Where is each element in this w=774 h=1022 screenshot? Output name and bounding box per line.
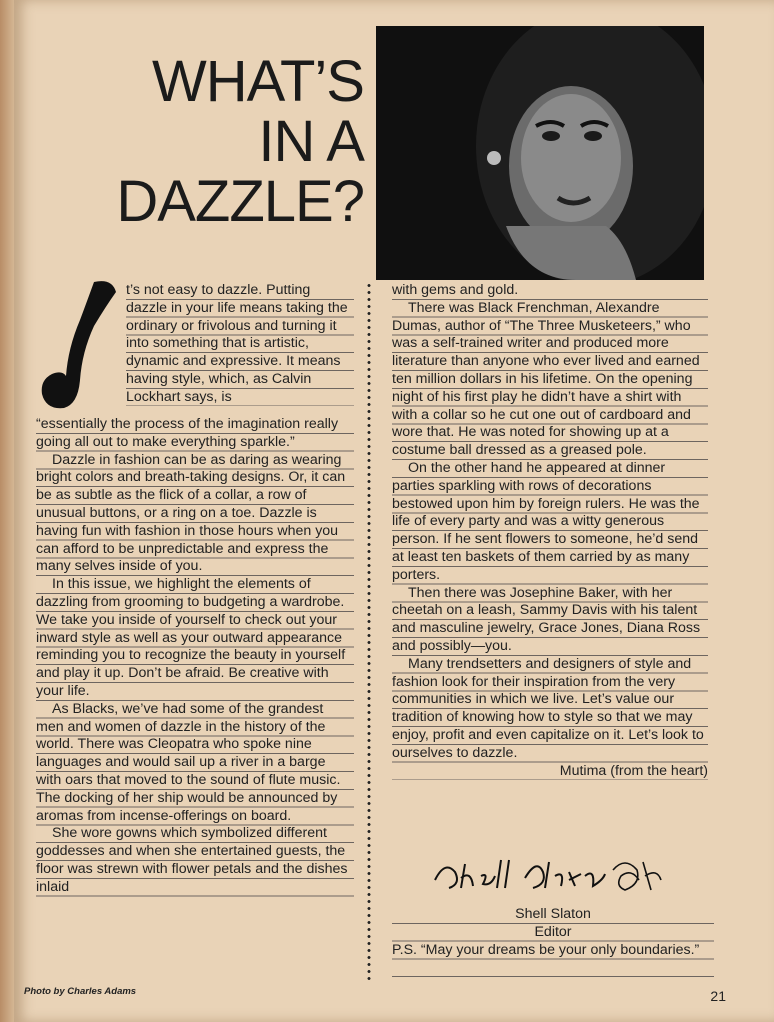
editor-name: Shell Slaton	[515, 906, 591, 922]
intro-quote: “essentially the process of the imagination really going all out to make everything sparkle.”	[36, 416, 339, 450]
portrait-photo	[376, 26, 704, 280]
headline	[24, 49, 364, 234]
right-continuation: with gems and gold.	[392, 282, 519, 298]
right-paragraph-3: Then there was Josephine Baker, with her cheetah on a leash, Sammy Davis with his talent and masculine jewelry, Grace Jones, Diana Ross and possibly—you.	[392, 584, 701, 654]
handwritten-signature	[425, 850, 675, 900]
photo-credit: Photo by Charles Adams	[24, 986, 137, 997]
right-column	[392, 282, 708, 780]
editor-title: Editor	[534, 923, 572, 940]
headline-line-3: DAZZLE?	[116, 169, 364, 234]
left-paragraph-4: She wore gowns which symbolized different goddesses and when she entertained guests, the floor was strewn with flower petals and the dishes inlaid	[36, 825, 348, 895]
drop-cap-letter	[36, 276, 122, 416]
left-paragraph-3: As Blacks, we’ve had some of the grandest men and women of dazzle in the history of the world. There was Cleopatra who spoke nine languages and would sail up a river in a barge with oars that moved to the sound of flute music. The docking of her ship would be announced by aromas from incense-offerings on board.	[36, 700, 341, 824]
intro-text	[126, 282, 354, 406]
left-paragraph-2: In this issue, we highlight the elements of dazzling from grooming to budgeting a wardrobe. We take you inside of yourself to check out your inward style as well as your outward appearance reminding you to recognize the beauty in yourself and play it up. Don’t be afraid. Be creative with your life.	[36, 576, 346, 699]
page-number: 21	[710, 988, 726, 1004]
intro-paragraph: t’s not easy to dazzle. Putting dazzle in your life means taking the ordinary or frivolous and turning it into something that is artistic, dynamic and expressive. It means having style, which, as Calvin Lockhart says, is	[126, 282, 348, 405]
right-paragraph-4: Many trendsetters and designers of style and fashion look for their inspiration from the very communities in which we live. Let’s value our tradition of knowing how to style so that we may enjoy, profit and even capitalize on it. Let’s look to ourselves to dazzle.	[392, 655, 704, 761]
right-paragraph-2: On the other hand he appeared at dinner parties sparkling with rows of decorations bestowed upon him by foreign rulers. He was the life of every party and was a witty generous person. If he sent flowers to someone, he’d send at least ten baskets of them carried by as many porters.	[392, 459, 700, 583]
column-divider	[367, 282, 371, 982]
sign-off: Mutima (from the heart)	[559, 762, 708, 779]
svg-text:Shell Slaton: Shell Slaton	[425, 850, 431, 851]
left-paragraph-1: Dazzle in fashion can be as daring as wearing bright colors and breath-taking designs. Or, it can be as subtle as the flick of a collar, a row of unusual buttons, or a ring on a toe. Dazzle is having fun with fashion in those hours when you can afford to be unpredictable and express the many selves inside of you.	[36, 451, 346, 575]
headline-line-1: WHAT’S	[151, 49, 364, 114]
right-paragraph-1: There was Black Frenchman, Alexandre Dumas, author of “The Three Musketeers,” who was a self-trained writer and produced more literature than anyone who ever lived and earned ten million dollars in his lifetime. On the opening night of his first play he didn’t have a shirt with with a collar so he cut one out of cardboard and wore that. He was noted for showing up at a costume ball dressed as a greased pole.	[392, 299, 700, 459]
editor-block	[392, 906, 714, 978]
postscript: P.S. “May your dreams be your only boundaries.”	[392, 941, 700, 958]
headline-line-2: IN A	[258, 109, 364, 174]
left-column	[36, 416, 354, 897]
